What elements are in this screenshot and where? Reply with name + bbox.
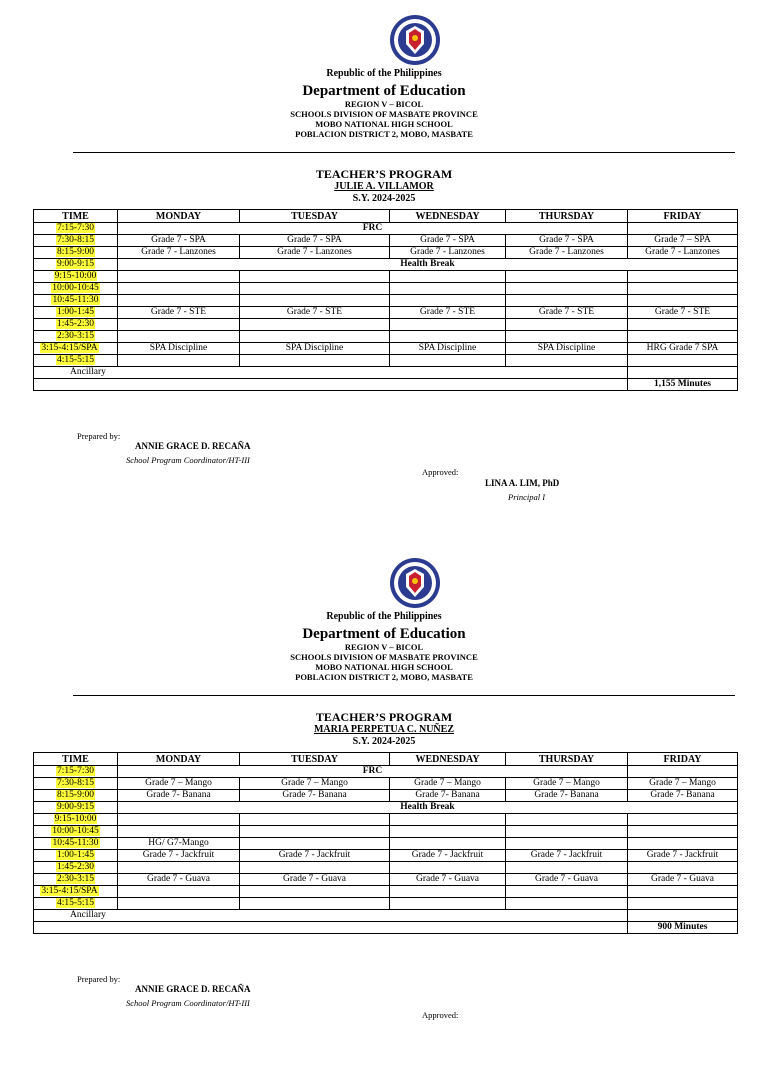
- time-cell: 2:30-3:15: [57, 874, 94, 884]
- teacher-name: MARIA PERPETUA C. NUÑEZ: [313, 724, 454, 735]
- schedule-cell: Grade 7 - Jackfruit: [240, 850, 390, 862]
- ancillary-row: [34, 910, 738, 922]
- table-row: [34, 766, 738, 778]
- time-cell: 3:15-4:15/SPA: [41, 343, 98, 353]
- deped-seal-icon: [389, 14, 441, 66]
- col-monday: MONDAY: [118, 753, 240, 766]
- schedule-cell: Grade 7 – Mango: [118, 778, 240, 790]
- frc-cell: FRC: [118, 223, 628, 235]
- table-header-row: [34, 210, 738, 223]
- col-monday: MONDAY: [118, 210, 240, 223]
- schedule-table: [33, 752, 738, 934]
- schedule-cell: Grade 7 - Guava: [240, 874, 390, 886]
- coordinator-title: School Program Coordinator/HT-III: [126, 998, 250, 1008]
- table-row: [34, 898, 738, 910]
- schedule-cell: Grade 7 - STE: [390, 307, 506, 319]
- schedule-cell: Grade 7 - Jackfruit: [506, 850, 628, 862]
- schedule-cell: Grade 7 - Lanzones: [506, 247, 628, 259]
- table-row: [34, 343, 738, 355]
- republic-label: Republic of the Philippines: [326, 68, 442, 79]
- table-header-row: [34, 753, 738, 766]
- schedule-cell: Grade 7 – Mango: [390, 778, 506, 790]
- table-row: [34, 223, 738, 235]
- col-tuesday: TUESDAY: [240, 753, 390, 766]
- time-cell: 1:00-1:45: [57, 307, 94, 317]
- col-friday: FRIDAY: [628, 210, 738, 223]
- division-label: SCHOOLS DIVISION OF MASBATE PROVINCE: [290, 652, 478, 662]
- col-thursday: THURSDAY: [506, 210, 628, 223]
- program-title: TEACHER’S PROGRAM: [315, 710, 453, 724]
- schedule-cell: Grade 7 - Guava: [628, 874, 738, 886]
- table-row: [34, 247, 738, 259]
- time-cell: 9:15-10:00: [54, 271, 97, 281]
- department-title: Department of Education: [302, 626, 466, 642]
- coordinator-name: ANNIE GRACE D. RECAÑA: [135, 984, 251, 994]
- time-cell: 10:00-10:45: [52, 826, 99, 836]
- schedule-cell: Grade 7 - Jackfruit: [390, 850, 506, 862]
- principal-title: Principal I: [508, 492, 546, 502]
- schedule-cell: Grade 7 - STE: [506, 307, 628, 319]
- ancillary-label: Ancillary: [34, 910, 628, 922]
- schedule-cell: Grade 7- Banana: [390, 790, 506, 802]
- schedule-cell: Grade 7 - Jackfruit: [118, 850, 240, 862]
- schedule-cell: Grade 7- Banana: [240, 790, 390, 802]
- table-row: [34, 838, 738, 850]
- schedule-cell: Grade 7 - Lanzones: [240, 247, 390, 259]
- schedule-cell: SPA Discipline: [390, 343, 506, 355]
- office-address-block: [0, 642, 768, 682]
- prepared-by-label: Prepared by:: [77, 431, 121, 441]
- schedule-cell: Grade 7 - Lanzones: [628, 247, 738, 259]
- time-cell: 7:15-7:30: [57, 766, 94, 776]
- schedule-cell: Grade 7 - STE: [240, 307, 390, 319]
- republic-label: Republic of the Philippines: [326, 611, 442, 622]
- health-break-cell: Health Break: [118, 259, 738, 271]
- program-title: TEACHER’S PROGRAM: [315, 167, 453, 181]
- time-cell: 10:00-10:45: [52, 283, 99, 293]
- table-row: [34, 826, 738, 838]
- school-year: S.Y. 2024-2025: [352, 193, 416, 204]
- col-tuesday: TUESDAY: [240, 210, 390, 223]
- col-wednesday: WEDNESDAY: [390, 753, 506, 766]
- table-row: [34, 355, 738, 367]
- col-friday: FRIDAY: [628, 753, 738, 766]
- header-divider: [73, 695, 735, 696]
- col-time: TIME: [34, 753, 118, 766]
- table-row: [34, 802, 738, 814]
- table-row: [34, 814, 738, 826]
- col-thursday: THURSDAY: [506, 753, 628, 766]
- time-cell: 10:45-11:30: [52, 838, 99, 848]
- table-row: [34, 874, 738, 886]
- table-row: [34, 259, 738, 271]
- schedule-cell: Grade 7 – SPA: [628, 235, 738, 247]
- time-cell: 9:00-9:15: [57, 802, 94, 812]
- school-label: MOBO NATIONAL HIGH SCHOOL: [315, 119, 453, 129]
- total-row: [34, 922, 738, 934]
- time-cell: 8:15-9:00: [57, 247, 94, 257]
- time-cell: 9:15-10:00: [54, 814, 97, 824]
- health-break-cell: Health Break: [118, 802, 738, 814]
- address-label: POBLACION DISTRICT 2, MOBO, MASBATE: [295, 129, 473, 139]
- schedule-cell: SPA Discipline: [118, 343, 240, 355]
- teacher-name: JULIE A. VILLAMOR: [334, 181, 434, 192]
- program-heading: [0, 710, 768, 748]
- schedule-cell: Grade 7 - Guava: [506, 874, 628, 886]
- schedule-cell: Grade 7- Banana: [118, 790, 240, 802]
- time-cell: 9:00-9:15: [57, 259, 94, 269]
- approved-label: Approved:: [422, 467, 459, 477]
- schedule-cell: Grade 7 - STE: [628, 307, 738, 319]
- table-row: [34, 778, 738, 790]
- time-cell: 7:30-8:15: [57, 235, 94, 245]
- table-row: [34, 331, 738, 343]
- total-row: [34, 379, 738, 391]
- time-cell: 4:15-5:15: [57, 355, 94, 365]
- time-cell: 3:15-4:15/SPA: [41, 886, 98, 896]
- school-label: MOBO NATIONAL HIGH SCHOOL: [315, 662, 453, 672]
- time-cell: 1:45-2:30: [57, 319, 94, 329]
- frc-cell: FRC: [118, 766, 628, 778]
- table-row: [34, 271, 738, 283]
- ancillary-row: [34, 367, 738, 379]
- time-cell: 8:15-9:00: [57, 790, 94, 800]
- division-label: SCHOOLS DIVISION OF MASBATE PROVINCE: [290, 109, 478, 119]
- time-cell: 1:00-1:45: [57, 850, 94, 860]
- schedule-cell: HRG Grade 7 SPA: [628, 343, 738, 355]
- col-wednesday: WEDNESDAY: [390, 210, 506, 223]
- address-label: POBLACION DISTRICT 2, MOBO, MASBATE: [295, 672, 473, 682]
- schedule-cell: Grade 7 - SPA: [118, 235, 240, 247]
- schedule-cell: HG/ G7-Mango: [118, 838, 240, 850]
- schedule-cell: Grade 7 – Mango: [506, 778, 628, 790]
- ancillary-label: Ancillary: [34, 367, 628, 379]
- time-cell: 7:15-7:30: [57, 223, 94, 233]
- time-cell: 10:45-11:30: [52, 295, 99, 305]
- department-title: Department of Education: [302, 83, 466, 99]
- total-minutes: 1,155 Minutes: [628, 379, 738, 391]
- col-time: TIME: [34, 210, 118, 223]
- office-address-block: [0, 99, 768, 139]
- table-row: [34, 886, 738, 898]
- schedule-cell: Grade 7 – Mango: [628, 778, 738, 790]
- schedule-cell: Grade 7 - Guava: [390, 874, 506, 886]
- schedule-cell: Grade 7 - SPA: [390, 235, 506, 247]
- table-row: [34, 295, 738, 307]
- principal-name: LINA A. LIM, PhD: [485, 478, 560, 488]
- program-heading: [0, 167, 768, 205]
- time-cell: 4:15-5:15: [57, 898, 94, 908]
- prepared-by-label: Prepared by:: [77, 974, 121, 984]
- schedule-cell: Grade 7 - SPA: [506, 235, 628, 247]
- schedule-cell: Grade 7 - STE: [118, 307, 240, 319]
- schedule-cell: Grade 7- Banana: [628, 790, 738, 802]
- region-label: REGION V – BICOL: [344, 99, 424, 109]
- time-cell: 1:45-2:30: [57, 862, 94, 872]
- table-row: [34, 319, 738, 331]
- total-minutes: 900 Minutes: [628, 922, 738, 934]
- schedule-cell: Grade 7 - SPA: [240, 235, 390, 247]
- schedule-cell: Grade 7 - Jackfruit: [628, 850, 738, 862]
- time-cell: 2:30-3:15: [57, 331, 94, 341]
- approved-label: Approved:: [422, 1010, 459, 1020]
- region-label: REGION V – BICOL: [344, 642, 424, 652]
- deped-seal-icon: [389, 557, 441, 609]
- schedule-cell: SPA Discipline: [506, 343, 628, 355]
- schedule-table: [33, 209, 738, 391]
- schedule-cell: Grade 7 - Lanzones: [118, 247, 240, 259]
- coordinator-title: School Program Coordinator/HT-III: [126, 455, 250, 465]
- table-row: [34, 307, 738, 319]
- coordinator-name: ANNIE GRACE D. RECAÑA: [135, 441, 251, 451]
- school-year: S.Y. 2024-2025: [352, 736, 416, 747]
- teacher-program-2: [0, 543, 768, 1086]
- schedule-cell: Grade 7 – Mango: [240, 778, 390, 790]
- table-row: [34, 283, 738, 295]
- header-divider: [73, 152, 735, 153]
- table-row: [34, 850, 738, 862]
- table-row: [34, 235, 738, 247]
- schedule-cell: Grade 7- Banana: [506, 790, 628, 802]
- schedule-cell: Grade 7 - Lanzones: [390, 247, 506, 259]
- table-row: [34, 862, 738, 874]
- schedule-cell: Grade 7 - Guava: [118, 874, 240, 886]
- time-cell: 7:30-8:15: [57, 778, 94, 788]
- schedule-cell: SPA Discipline: [240, 343, 390, 355]
- table-row: [34, 790, 738, 802]
